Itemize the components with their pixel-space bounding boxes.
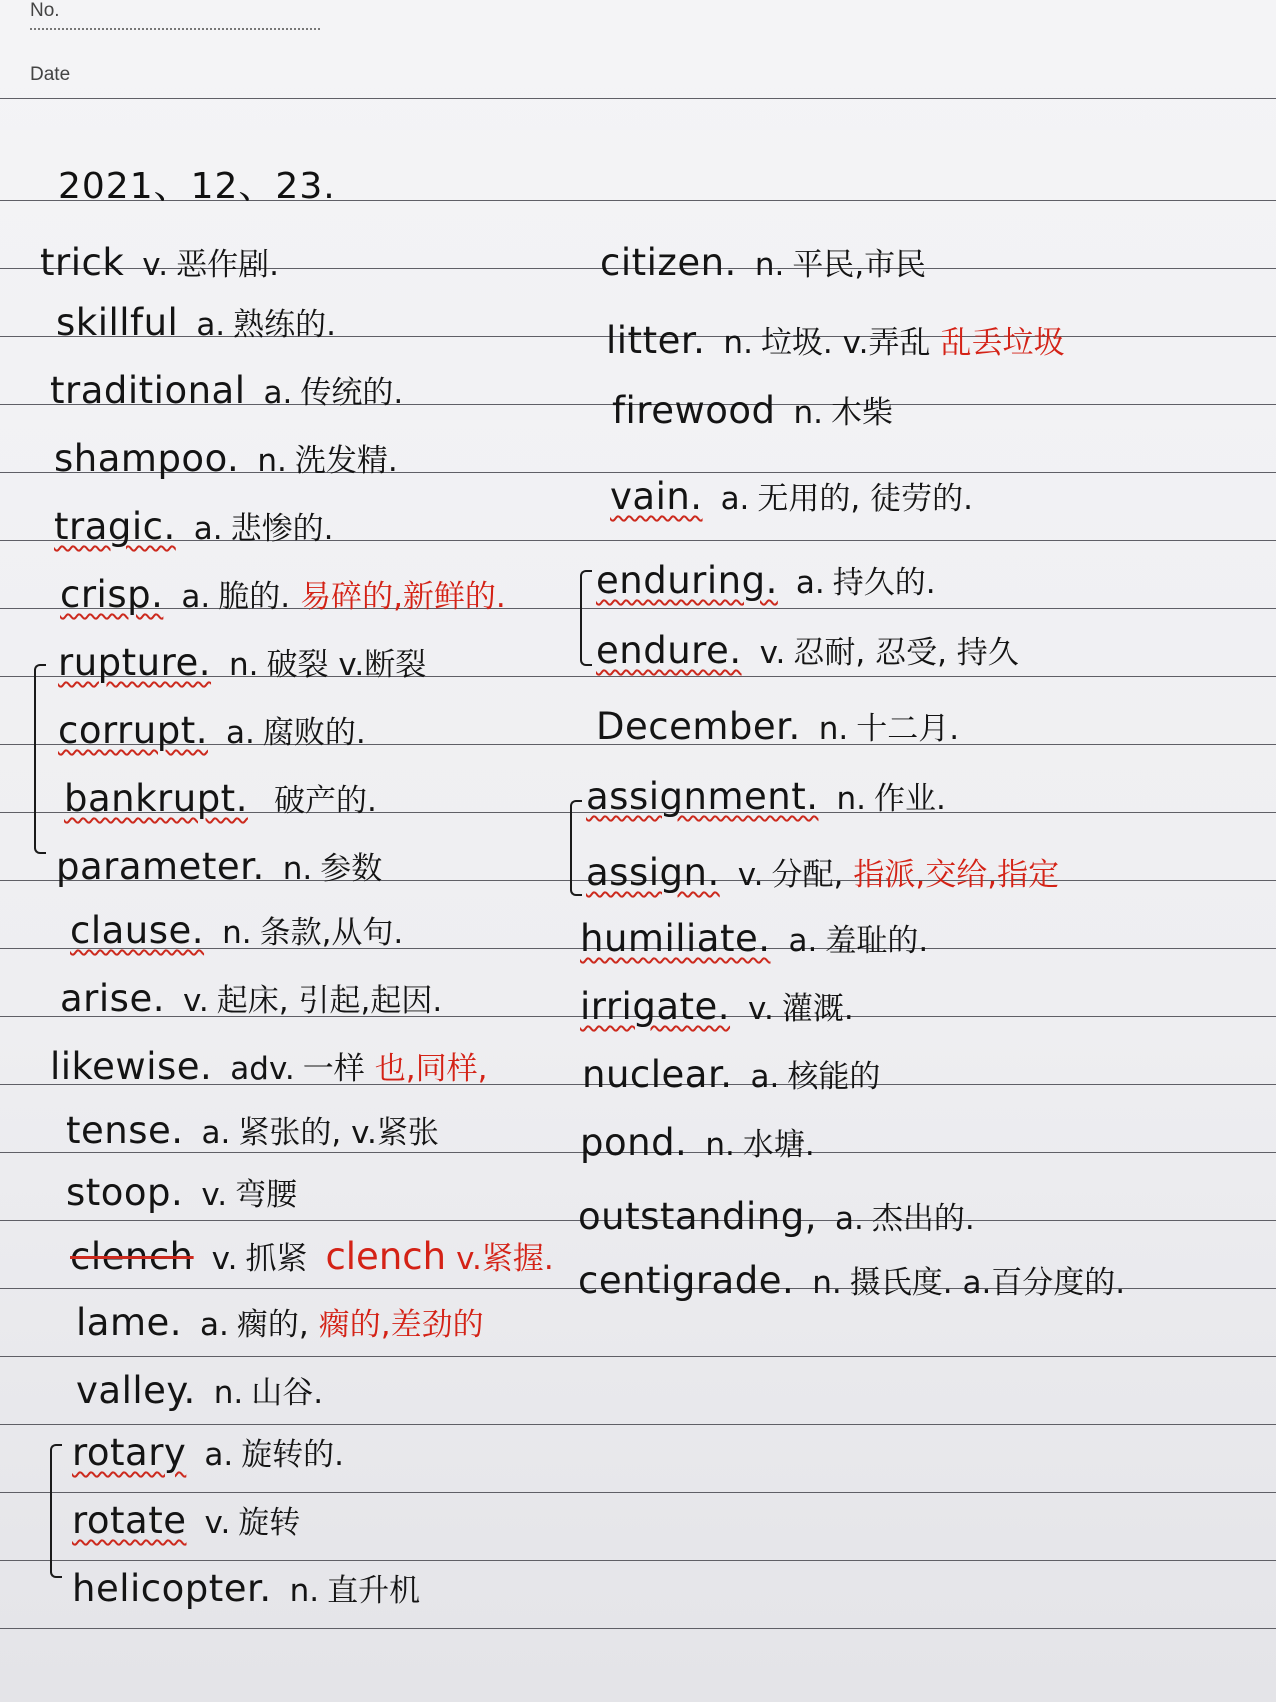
rule-line	[0, 1560, 1276, 1561]
part-of-speech: v.	[142, 247, 169, 283]
list-item	[612, 384, 893, 438]
part-of-speech: n.	[818, 711, 849, 747]
written-date: 2021、12、23.	[58, 166, 336, 207]
meaning: 紧张的, v.紧张	[238, 1115, 439, 1151]
meaning: 抓紧	[245, 1241, 308, 1277]
vocab-word: clench	[70, 1235, 194, 1278]
meaning: 传统的.	[300, 375, 404, 411]
meaning: 杰出的.	[871, 1201, 975, 1237]
vocab-word: December.	[596, 705, 801, 748]
meaning: 条款,从句.	[259, 915, 404, 951]
list-item	[606, 314, 1064, 368]
vocab-word: likewise.	[50, 1045, 213, 1088]
vocab-word: stoop.	[66, 1171, 184, 1214]
vocab-word: parameter.	[56, 845, 265, 888]
vocab-word: assignment.	[586, 775, 819, 818]
list-item	[586, 846, 1059, 900]
list-item	[56, 296, 336, 350]
meaning: 平民,市民	[792, 247, 927, 283]
meaning: 熟练的.	[233, 307, 337, 343]
list-item	[72, 1494, 300, 1548]
list-item	[64, 772, 377, 826]
meaning: 腐败的.	[262, 715, 366, 751]
meaning: 旋转	[238, 1505, 301, 1541]
part-of-speech: n.	[836, 781, 866, 817]
meaning: 持久的.	[832, 565, 936, 601]
vocab-word: irrigate.	[580, 985, 731, 1028]
meaning: 起床, 引起,起因.	[216, 983, 443, 1019]
meaning: 分配,	[771, 857, 844, 893]
list-item	[60, 972, 442, 1026]
part-of-speech: n.	[213, 1375, 244, 1411]
group-bracket	[580, 570, 592, 666]
meaning: 破产的.	[273, 783, 377, 819]
part-of-speech: n.	[282, 851, 313, 887]
list-item	[580, 1116, 815, 1170]
meaning: 作业.	[873, 781, 946, 817]
vocab-word: vain.	[610, 475, 703, 518]
part-of-speech: n.	[793, 395, 824, 431]
rule-line	[0, 1424, 1276, 1425]
vocab-word: pond.	[580, 1121, 688, 1164]
vocab-word: arise.	[60, 977, 165, 1020]
vocab-word: firewood	[612, 389, 776, 432]
part-of-speech: v.	[204, 1505, 231, 1541]
list-item	[596, 700, 959, 754]
meaning: 摄氏度. a.百分度的.	[849, 1265, 1126, 1301]
meaning: 直升机	[327, 1573, 421, 1609]
vocab-word: assign.	[586, 851, 720, 894]
list-item	[54, 432, 398, 486]
part-of-speech: a.	[263, 375, 293, 411]
part-of-speech: v.	[211, 1241, 238, 1277]
list-item	[70, 1230, 554, 1284]
meaning: 核能的	[787, 1059, 881, 1095]
part-of-speech: n.	[705, 1127, 735, 1163]
vocab-word: valley.	[76, 1369, 196, 1412]
vocab-word: crisp.	[60, 573, 164, 616]
group-bracket	[50, 1444, 62, 1578]
list-item	[60, 568, 506, 622]
list-item	[596, 624, 1019, 678]
part-of-speech: n.	[754, 247, 785, 283]
part-of-speech: v.	[201, 1177, 228, 1213]
vocab-word: trick	[40, 241, 125, 284]
red-note: 也,同样,	[374, 1051, 488, 1087]
part-of-speech: a.	[204, 1437, 234, 1473]
vocab-word: nuclear.	[582, 1053, 733, 1096]
list-item	[56, 840, 382, 894]
meaning: 洗发精.	[294, 443, 398, 479]
list-item	[580, 980, 854, 1034]
date-label: Date	[30, 64, 71, 85]
part-of-speech: a.	[196, 307, 226, 343]
vocab-word: lame.	[76, 1301, 183, 1344]
vocab-word: enduring.	[596, 559, 778, 602]
part-of-speech: a.	[193, 511, 223, 547]
part-of-speech: v.	[737, 857, 764, 893]
list-item	[58, 704, 366, 758]
part-of-speech: a.	[795, 565, 825, 601]
red-note: 乱丢垃圾	[940, 325, 1065, 361]
part-of-speech: n.	[257, 443, 287, 479]
meaning: 灌溉.	[781, 991, 854, 1027]
vocab-word: shampoo.	[54, 437, 240, 480]
vocab-word: centigrade.	[578, 1259, 795, 1302]
meaning: 悲惨的.	[230, 511, 334, 547]
meaning: 无用的, 徒劳的.	[757, 481, 973, 517]
vocab-word: citizen.	[600, 241, 737, 284]
red-note: 瘸的,差劲的	[318, 1307, 484, 1343]
vocab-word: litter.	[606, 319, 706, 362]
list-item	[610, 470, 973, 524]
meaning: 弯腰	[235, 1177, 298, 1213]
list-item	[66, 1104, 439, 1158]
part-of-speech: n.	[222, 915, 252, 951]
red-note: 易碎的,新鲜的.	[300, 579, 506, 615]
part-of-speech: n.	[229, 647, 259, 683]
list-item	[54, 500, 333, 554]
rule-line	[0, 1628, 1276, 1629]
meaning: 水塘.	[742, 1127, 815, 1163]
vocab-word: bankrupt.	[64, 777, 248, 820]
correction-word: clench	[325, 1235, 447, 1278]
vocab-word: rupture.	[58, 641, 212, 684]
vocab-word: humiliate.	[580, 917, 771, 960]
vocab-word: endure.	[596, 629, 742, 672]
vocab-word: clause.	[70, 909, 205, 952]
correction-meaning: v.紧握.	[456, 1241, 554, 1277]
part-of-speech: a.	[181, 579, 211, 615]
part-of-speech: v.	[182, 983, 209, 1019]
list-item	[586, 770, 946, 824]
rule-line	[0, 98, 1276, 99]
meaning: 木柴	[831, 395, 894, 431]
no-line	[30, 28, 320, 30]
meaning: 参数	[320, 851, 383, 887]
no-label: No.	[30, 0, 60, 21]
vocab-word: traditional	[50, 369, 246, 412]
meaning: 脆的.	[218, 579, 291, 615]
list-item	[76, 1364, 323, 1418]
list-item	[58, 636, 426, 690]
meaning: 恶作剧.	[176, 247, 279, 283]
part-of-speech: a.	[788, 923, 818, 959]
part-of-speech: adv.	[230, 1051, 295, 1087]
red-note: 指派,交给,指定	[853, 857, 1060, 893]
list-item	[50, 1040, 487, 1094]
part-of-speech: v.	[748, 991, 774, 1027]
meaning: 一样	[302, 1051, 365, 1087]
part-of-speech: a.	[720, 481, 750, 517]
rule-line	[0, 1356, 1276, 1357]
list-item	[50, 364, 403, 418]
part-of-speech: a.	[834, 1201, 864, 1237]
vocab-word: tense.	[66, 1109, 184, 1152]
list-item	[578, 1254, 1125, 1308]
vocab-word: tragic.	[54, 505, 176, 548]
meaning: 羞耻的.	[825, 923, 929, 959]
list-item	[72, 1426, 344, 1480]
list-item	[40, 236, 279, 290]
list-item	[76, 1296, 484, 1350]
part-of-speech: n.	[289, 1573, 320, 1609]
part-of-speech: a.	[225, 715, 255, 751]
group-bracket	[34, 664, 46, 854]
list-item	[72, 1562, 420, 1616]
part-of-speech: n.	[723, 325, 753, 361]
meaning: 垃圾. v.弄乱	[760, 325, 931, 361]
part-of-speech: a.	[201, 1115, 231, 1151]
vocab-word: corrupt.	[58, 709, 208, 752]
part-of-speech: a.	[750, 1059, 780, 1095]
list-item	[582, 1048, 880, 1102]
part-of-speech: a.	[200, 1307, 229, 1343]
part-of-speech: v.	[759, 635, 786, 671]
vocab-word: rotary	[72, 1431, 187, 1474]
vocab-word: helicopter.	[72, 1567, 272, 1610]
vocab-word: outstanding,	[578, 1195, 817, 1238]
list-item	[600, 236, 926, 290]
list-item	[580, 912, 928, 966]
group-bracket	[570, 800, 582, 896]
list-item	[70, 904, 403, 958]
meaning: 旋转的.	[241, 1437, 345, 1473]
meaning: 山谷.	[251, 1375, 324, 1411]
meaning: 瘸的,	[236, 1307, 309, 1343]
vocab-word: skillful	[56, 301, 179, 344]
list-item	[578, 1190, 975, 1244]
vocab-word: rotate	[72, 1499, 187, 1542]
meaning: 忍耐, 忍受, 持久	[793, 635, 1019, 671]
rule-line	[0, 1492, 1276, 1493]
part-of-speech: n.	[812, 1265, 842, 1301]
meaning: 破裂 v.断裂	[266, 647, 427, 683]
meaning: 十二月.	[856, 711, 960, 747]
list-item	[596, 554, 936, 608]
list-item	[66, 1166, 297, 1220]
